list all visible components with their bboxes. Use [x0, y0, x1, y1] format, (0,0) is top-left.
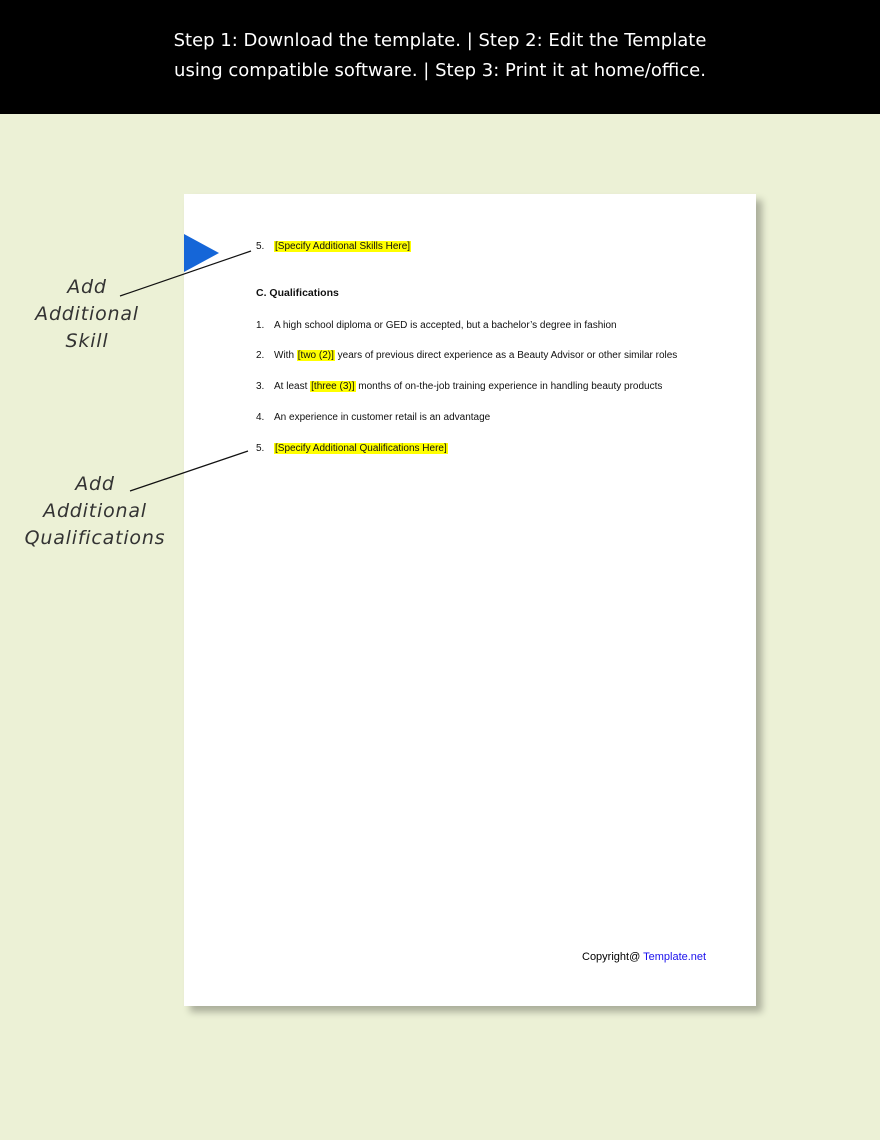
copyright-prefix: Copyright@	[582, 951, 644, 963]
qualification-item-5	[256, 442, 448, 456]
list-number: 3.	[256, 381, 265, 392]
instructions-banner	[0, 0, 880, 114]
qualifications-heading: C. Qualifications	[256, 287, 339, 299]
item-text-after: years of previous direct experience as a Beauty Advisor or other similar roles	[334, 350, 678, 361]
callout-line: Add	[67, 276, 107, 298]
list-number: 2.	[256, 350, 265, 361]
item-text-after: months of on-the-job training experience in handling beauty products	[355, 381, 663, 392]
item-text: A high school diploma or GED is accepted, but a bachelor’s degree in fashion	[274, 320, 617, 331]
qualification-item-2	[256, 349, 677, 363]
callout-line: Add	[75, 473, 115, 495]
list-number: 1.	[256, 320, 265, 331]
placeholder-highlight[interactable]: [three (3)]	[311, 381, 355, 392]
callout-line: Qualifications	[24, 527, 166, 549]
copyright-notice	[582, 951, 706, 963]
banner-line-2: using compatible software. | Step 3: Print it at home/office.	[174, 60, 706, 81]
qualification-item-3	[256, 380, 662, 394]
banner-line-1: Step 1: Download the template. | Step 2: Edit the Template	[173, 30, 707, 51]
callout-line: Additional	[35, 303, 139, 325]
item-text-before: At least	[274, 381, 311, 392]
qualification-item-1	[256, 319, 617, 333]
placeholder-highlight[interactable]: [Specify Additional Skills Here]	[275, 241, 411, 252]
template-net-link[interactable]: Template.net	[643, 951, 707, 963]
callout-line: Additional	[43, 500, 147, 522]
skills-item-5	[256, 240, 411, 254]
list-number: 5.	[256, 241, 265, 252]
callout-line: Skill	[65, 330, 109, 352]
callout-add-skill	[20, 274, 154, 355]
item-text: An experience in customer retail is an advantage	[274, 412, 491, 423]
placeholder-highlight[interactable]: [Specify Additional Qualifications Here]	[275, 443, 447, 454]
document-page	[184, 194, 756, 1006]
triangle-right-icon	[184, 234, 219, 272]
item-text-before: With	[274, 350, 297, 361]
list-number: 5.	[256, 443, 265, 454]
callout-add-qualifications	[14, 471, 176, 552]
placeholder-highlight[interactable]: [two (2)]	[297, 350, 334, 361]
qualification-item-4	[256, 411, 490, 425]
list-number: 4.	[256, 412, 265, 423]
